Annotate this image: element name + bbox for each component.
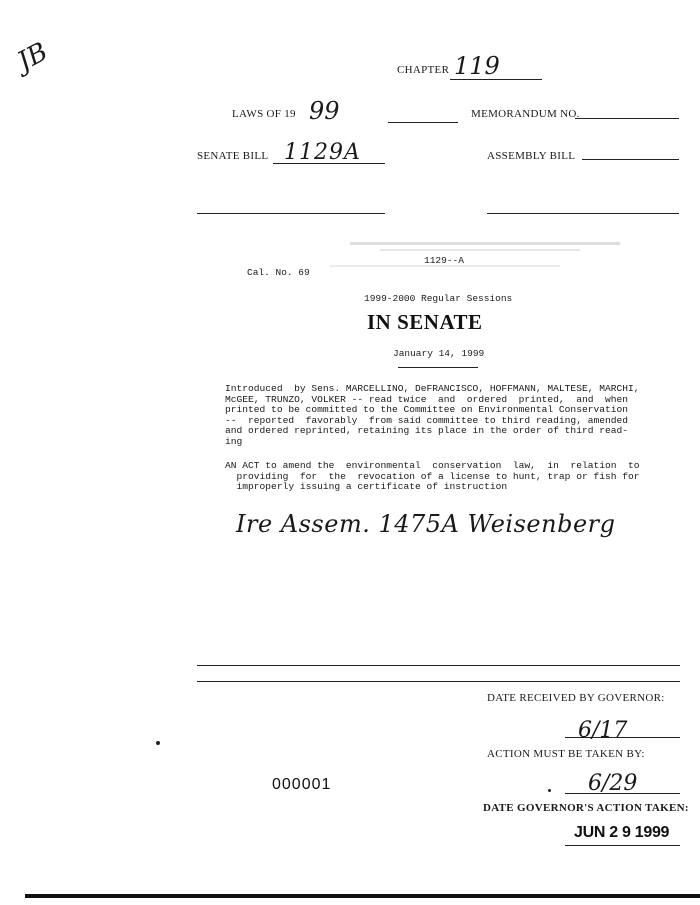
memorandum-line	[575, 118, 679, 119]
date-underline	[398, 367, 478, 368]
assembly-bill-label: ASSEMBLY BILL	[487, 150, 576, 162]
senate-bill-line	[273, 163, 385, 164]
laws-value: 99	[309, 97, 340, 125]
page-bottom-edge	[25, 894, 700, 898]
act-line: improperly issuing a certificate of instruction	[225, 481, 508, 493]
handwritten-note: Ire Assem. 1475A Weisenberg	[236, 510, 616, 538]
action-by-label: ACTION MUST BE TAKEN BY:	[487, 748, 645, 760]
bill-date: January 14, 1999	[393, 348, 485, 359]
bill-number: 1129--A	[424, 255, 464, 266]
blank-line-right	[487, 213, 679, 214]
action-by-value: 6/29	[588, 771, 638, 796]
date-received-value: 6/17	[578, 718, 628, 743]
session-line: 1999-2000 Regular Sessions	[364, 293, 513, 304]
memorandum-label: MEMORANDUM NO.	[471, 108, 580, 120]
date-received-label: DATE RECEIVED BY GOVERNOR:	[487, 692, 665, 704]
chamber-title: IN SENATE	[367, 310, 483, 334]
introduced-line: McGEE, TRUNZO, VOLKER -- read twice and ordered printed, and when	[225, 393, 629, 405]
action-by-line	[565, 793, 680, 794]
laws-label: LAWS OF 19	[232, 108, 296, 120]
introduced-line: Introduced by Sens. MARCELLINO, DeFRANCISCO, HOFFMANN, MALTESE, MARCHI,	[225, 383, 640, 394]
act-line: AN ACT to amend the environmental conservation law, in relation to	[225, 460, 640, 471]
senate-bill-label: SENATE BILL	[197, 150, 269, 162]
section-rule	[197, 681, 680, 682]
chapter-value: 119	[454, 52, 500, 80]
chapter-line	[450, 79, 542, 80]
scan-noise	[350, 242, 620, 245]
introduced-line: and ordered reprinted, retaining its place in the order of third read-	[225, 425, 629, 437]
action-taken-label: DATE GOVERNOR'S ACTION TAKEN:	[483, 802, 689, 814]
chapter-label: CHAPTER	[397, 64, 450, 76]
calendar-number: Cal. No. 69	[247, 267, 310, 278]
scan-noise	[380, 249, 580, 251]
introduced-line: -- reported favorably from said committee to third reading, amended	[225, 414, 629, 426]
senate-bill-value: 1129A	[284, 140, 361, 165]
scan-speck	[548, 789, 551, 792]
corner-initials: JB	[12, 36, 53, 78]
introduced-paragraph	[225, 384, 675, 448]
laws-line	[388, 122, 458, 123]
introduced-line: ing	[225, 435, 243, 447]
page-number: 000001	[272, 776, 332, 793]
act-line: providing for the revocation of a license to hunt, trap or fish for	[225, 470, 640, 482]
section-rule	[197, 665, 680, 666]
date-received-line	[565, 737, 680, 738]
act-paragraph	[225, 461, 675, 493]
scan-speck	[156, 741, 160, 745]
introduced-line: printed to be committed to the Committee on Environmental Conservation	[225, 404, 629, 416]
action-taken-stamp: JUN 2 9 1999	[574, 824, 670, 841]
action-taken-line	[565, 845, 680, 846]
assembly-bill-line	[582, 159, 679, 160]
blank-line-left	[197, 213, 385, 214]
